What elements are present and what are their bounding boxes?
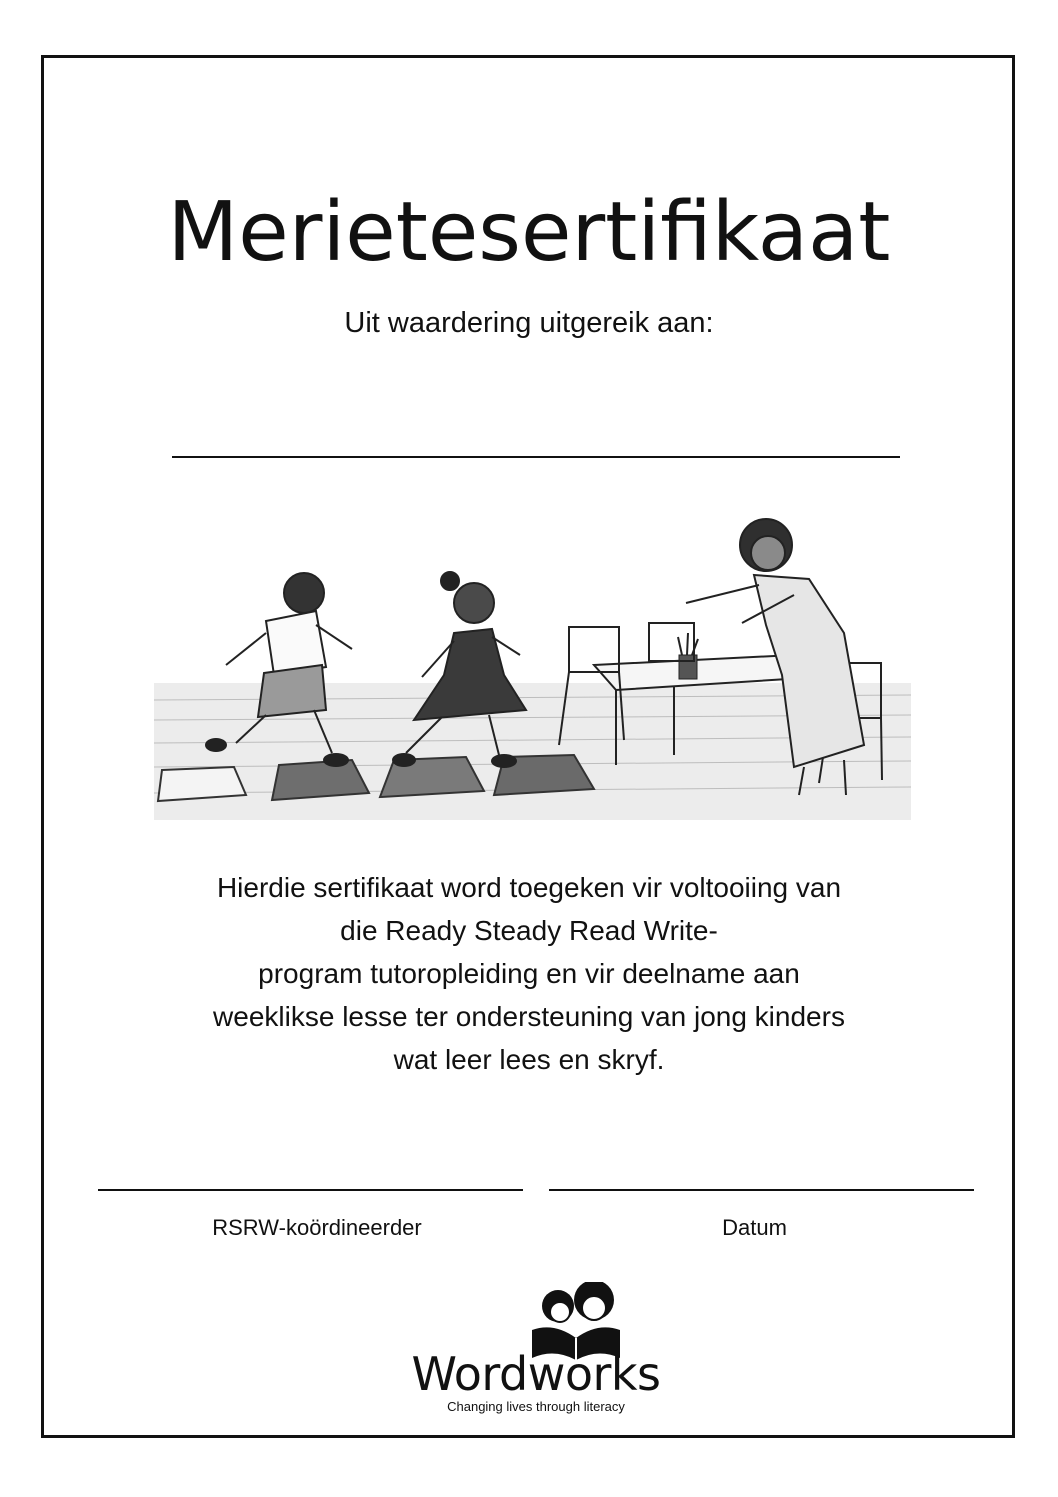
body-line: Hierdie sertifikaat word toegeken vir voltooiing van xyxy=(216,872,842,903)
coordinator-signature-line xyxy=(98,1189,523,1191)
body-line: program tutoropleiding en vir deelname aan xyxy=(258,958,800,989)
logo-tagline: Changing lives through literacy xyxy=(447,1399,625,1414)
wordworks-logo xyxy=(396,1282,676,1422)
certificate-body-text xyxy=(129,866,929,1081)
certificate-subtitle: Uit waardering uitgereik aan: xyxy=(344,307,714,339)
children-playing-hopscotch-illustration xyxy=(154,505,911,820)
date-line xyxy=(549,1189,974,1191)
body-line: weeklikse lesse ter ondersteuning van jong kinders xyxy=(213,1001,845,1032)
body-line: wat leer lees en skryf. xyxy=(393,1044,665,1075)
coordinator-label: RSRW-koördineerder xyxy=(212,1215,422,1240)
recipient-name-line xyxy=(172,456,900,458)
body-line: die Ready Steady Read Write- xyxy=(340,915,718,946)
certificate-title: Merietesertifikaat xyxy=(167,184,891,280)
date-label: Datum xyxy=(722,1215,787,1240)
logo-wordmark: Wordworks xyxy=(411,1347,661,1401)
